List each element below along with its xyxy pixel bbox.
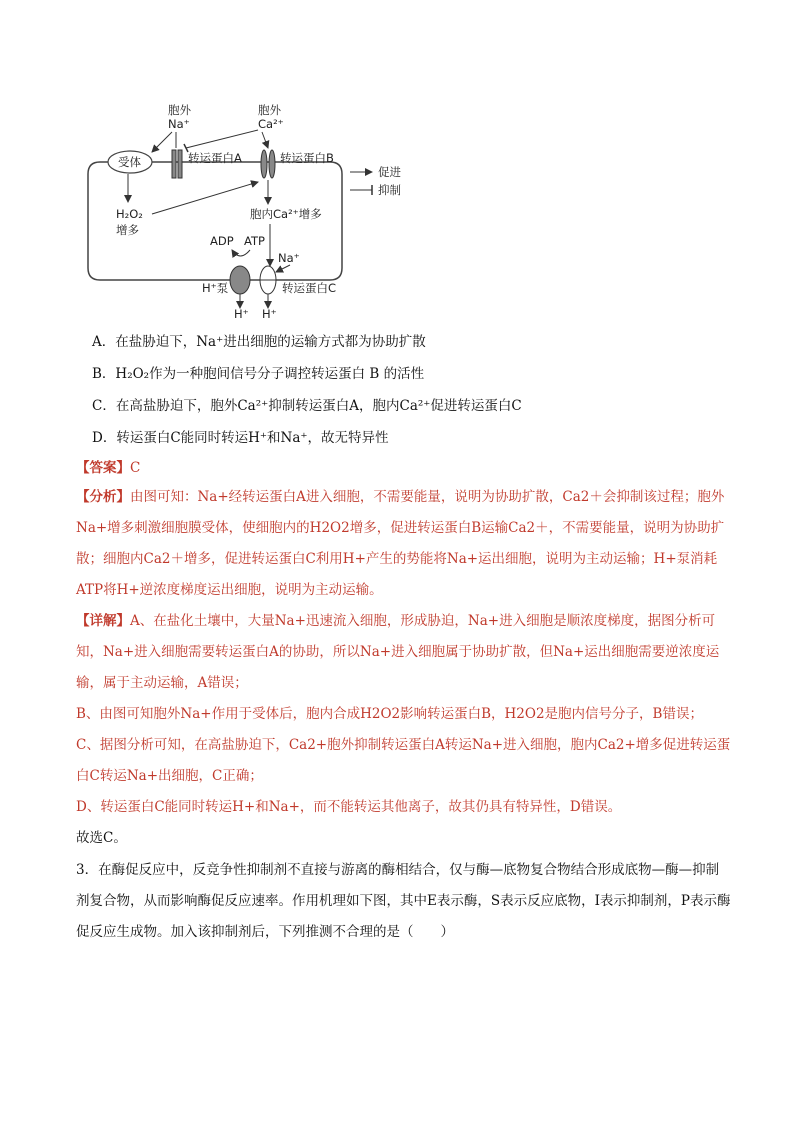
out-na-l1: 胞外	[168, 103, 191, 117]
out-ca-l2: Ca²⁺	[258, 117, 284, 131]
detail-tag: 【详解】	[76, 613, 130, 629]
option-d: D．转运蛋白C能同时转运H⁺和Na⁺，故无特异性	[92, 430, 389, 446]
answer-tag: 【答案】	[76, 460, 130, 476]
question-3: 3．在酶促反应中，反竞争性抑制剂不直接与游离的酶相结合，仅与酶—底物复合物结合形成底物—酶—抑制剂复合物，从而影响酶促反应速率。作用机理如下图，其中E表示酶，S表示反应底物，I表示抑制剂，P表示酶促反应生成物。加入该抑制剂后，下列推测不合理的是（ ）	[76, 862, 731, 940]
answer-line	[76, 456, 140, 476]
h2o2-l1: H₂O₂	[116, 207, 143, 221]
legend-inhibit: 抑制	[378, 183, 401, 197]
detail-c: C、据图分析可知，在高盐胁迫下，Ca2+胞外抑制转运蛋白A转运Na+进入细胞，胞内Ca2+增多促进转运蛋白C转运Na+出细胞，C正确；	[76, 737, 731, 784]
detail-b: B、由图可知胞外Na+作用于受体后，胞内合成H2O2影响转运蛋白B，H2O2是胞内信号分子，B错误；	[76, 706, 703, 722]
option-a: A．在盐胁迫下，Na⁺进出细胞的运输方式都为协助扩散	[92, 334, 426, 350]
receptor-label: 受体	[118, 155, 141, 169]
salt-stress-transport-diagram	[80, 100, 420, 320]
analysis-text: 由图可知：Na+经转运蛋白A进入细胞，不需要能量，说明为协助扩散，Ca2＋会抑制该过程；胞外Na+增多刺激细胞膜受体，使细胞内的H2O2增多，促进转运蛋白B运输Ca2＋，不需要能量，说明为协助扩散；细胞内Ca2＋增多，促进转运蛋白C利用H+产生的势能将Na+运出细胞，说明为主动运输；H+泵消耗ATP将H+逆浓度梯度运出细胞，说明为主动运输。	[76, 489, 725, 598]
transporter-a-shape	[172, 150, 176, 178]
h-plus-1: H⁺	[234, 307, 249, 320]
h2o2-l2: 增多	[116, 223, 139, 237]
detail-text: A、在盐化土壤中，大量Na+迅速流入细胞，形成胁迫，Na+进入细胞是顺浓度梯度，据图分析可知，Na+进入细胞需要转运蛋白A的协助，所以Na+进入细胞属于协助扩散，但Na+运出细胞需要逆浓度运输，属于主动运输，A错误；	[76, 613, 720, 691]
cell-membrane	[88, 162, 342, 280]
transporter-a-label: 转运蛋白A	[188, 151, 242, 165]
legend-promote: 促进	[378, 165, 401, 179]
h-pump-shape	[230, 266, 250, 294]
adp-label: ADP	[210, 234, 234, 248]
transporter-b-label: 转运蛋白B	[280, 151, 334, 165]
detail-d: D、转运蛋白C能同时转运H+和Na+，而不能转运其他离子，故其仍具有特异性，D错误。	[76, 799, 622, 815]
ca-in-label: 胞内Ca²⁺增多	[250, 207, 322, 221]
detail-paragraph	[76, 606, 731, 699]
na-plus-label: Na⁺	[278, 251, 300, 265]
h-plus-2: H⁺	[262, 307, 277, 320]
transporter-b-shape	[261, 150, 267, 178]
choose-line: 故选C。	[76, 830, 127, 846]
option-c: C．在高盐胁迫下，胞外Ca²⁺抑制转运蛋白A，胞内Ca²⁺促进转运蛋白C	[92, 398, 522, 414]
out-ca-l1: 胞外	[258, 103, 281, 117]
analysis-paragraph	[76, 482, 731, 606]
out-na-l2: Na⁺	[168, 117, 190, 131]
answer-value: C	[130, 460, 141, 476]
atp-label: ATP	[244, 234, 265, 248]
option-b: B．H₂O₂作为一种胞间信号分子调控转运蛋白 B 的活性	[92, 366, 425, 382]
h-pump-label: H⁺泵	[202, 281, 229, 295]
analysis-tag: 【分析】	[76, 489, 130, 505]
transporter-c-label: 转运蛋白C	[282, 281, 337, 295]
